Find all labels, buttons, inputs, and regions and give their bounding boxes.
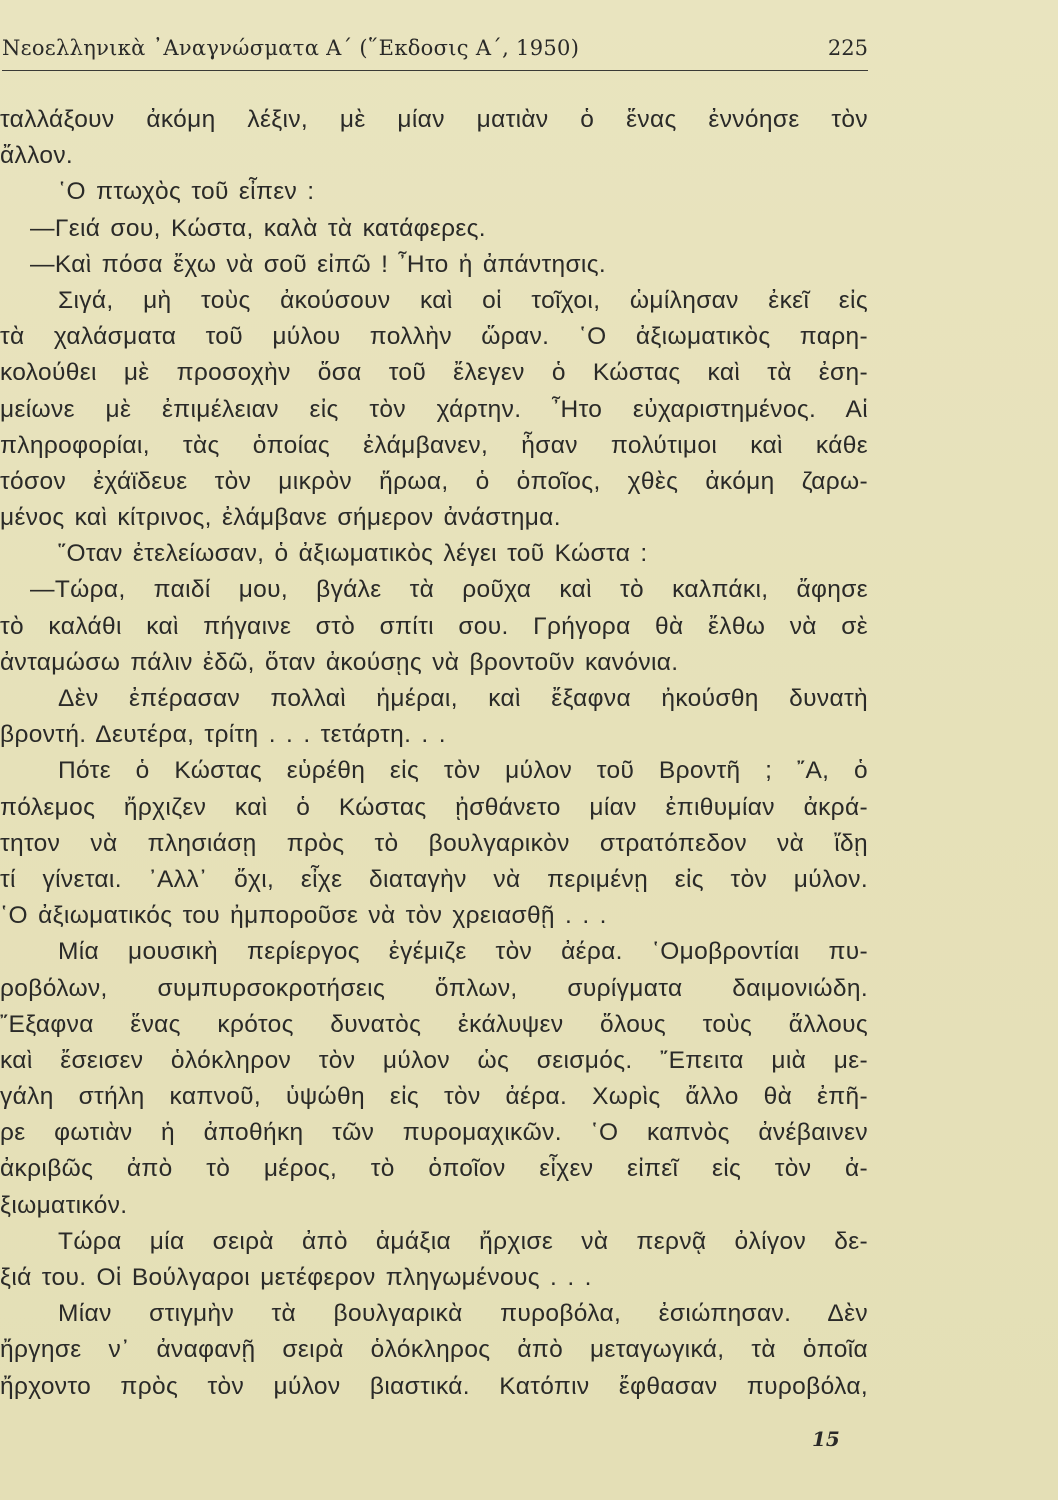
- text-line: ῎Εξαφνα ἕνας κρότος δυνατὸς ἐκάλυψεν ὅλους τοὺς ἄλλους: [0, 1010, 868, 1038]
- text-line: ταλλάξουν ἀκόμη λέξιν, μὲ μίαν ματιὰν ὁ ἕνας ἐννόησε τὸν: [0, 106, 868, 133]
- text-line: Μία μουσικὴ περίεργος ἐγέμιζε τὸν ἀέρα. ῾Ομοβροντίαι πυ-: [58, 938, 868, 966]
- text-line: ῞Οταν ἐτελείωσαν, ὁ ἀξιωματικὸς λέγει τοῦ Κώστα :: [58, 540, 648, 568]
- text-line: ρε φωτιὰν ἡ ἀποθήκη τῶν πυρομαχικῶν. ῾Ο καπνὸς ἀνέβαινεν: [0, 1119, 868, 1147]
- text-line: ἀκριβῶς ἀπὸ τὸ μέρος, τὸ ὁποῖον εἶχεν εἰπεῖ εἰς τὸν ἀ-: [0, 1155, 868, 1183]
- text-line: γάλη στήλη καπνοῦ, ὑψώθη εἰς τὸν ἀέρα. Χωρὶς ἄλλο θὰ ἐπῆ-: [0, 1083, 868, 1111]
- text-line: βροντή. Δευτέρα, τρίτη . . . τετάρτη. . .: [0, 721, 446, 749]
- text-line: ἀνταμώσω πάλιν ἐδῶ, ὅταν ἀκούσῃς νὰ βροντοῦν κανόνια.: [0, 648, 679, 676]
- text-line: καὶ ἔσεισεν ὁλόκληρον τὸν μύλον ὡς σεισμός. ῎Επειτα μιὰ με-: [0, 1046, 868, 1074]
- text-line: ξιά του. Οἱ Βούλγαροι μετέφερον πληγωμένους . . .: [0, 1264, 592, 1291]
- text-line: ῾Ο πτωχὸς τοῦ εἶπεν :: [58, 178, 315, 206]
- text-line: τητον νὰ πλησιάσῃ πρὸς τὸ βουλγαρικὸν στρατόπεδον νὰ ἴδῃ: [0, 829, 868, 857]
- text-line: μείωνε μὲ ἐπιμέλειαν εἰς τὸν χάρτην. ῏Ητο εὐχαριστημένος. Αἱ: [0, 395, 868, 423]
- text-line: —Καὶ πόσα ἔχω νὰ σοῦ εἰπῶ ! ῏Ητο ἡ ἀπάντησις.: [30, 250, 607, 278]
- text-line: τόσον ἐχάϊδευε τὸν μικρὸν ἥρωα, ὁ ὁποῖος, χθὲς ἀκόμη ζαρω-: [0, 467, 868, 495]
- text-line: κολούθει μὲ προσοχὴν ὅσα τοῦ ἔλεγεν ὁ Κώστας καὶ τὰ ἐση-: [0, 359, 868, 387]
- body-text: [0, 102, 870, 1405]
- text-line: —Γειά σου, Κώστα, καλὰ τὰ κατάφερες.: [30, 214, 486, 242]
- running-title: Νεοελληνικὰ ᾿Αναγνώσματα Α΄ (῞Εκδοσις Α΄, 1950): [2, 36, 580, 60]
- text-line: ἤργησε ν᾿ ἀναφανῇ σειρὰ ὁλόκληρος ἀπὸ μεταγωγικά, τὰ ὁποῖα: [0, 1336, 868, 1364]
- text-line: Μίαν στιγμὴν τὰ βουλγαρικὰ πυροβόλα, ἐσιώπησαν. Δὲν: [58, 1300, 868, 1328]
- text-line: ἄλλον.: [0, 142, 74, 170]
- signature-number: 15: [812, 1427, 840, 1451]
- text-line: Σιγά, μὴ τοὺς ἀκούσουν καὶ οἱ τοῖχοι, ὡμίλησαν ἐκεῖ εἰς: [58, 286, 868, 314]
- text-line: —Τώρα, παιδί μου, βγάλε τὰ ροῦχα καὶ τὸ καλπάκι, ἄφησε: [30, 576, 868, 604]
- text-line: Πότε ὁ Κώστας εὑρέθη εἰς τὸν μύλον τοῦ Βροντῆ ; ῎Α, ὁ: [58, 757, 868, 785]
- running-header: [2, 36, 868, 71]
- text-line: μένος καὶ κίτρινος, ἐλάμβανε σήμερον ἀνάστημα.: [0, 504, 561, 532]
- text-line: τὸ καλάθι καὶ πήγαινε στὸ σπίτι σου. Γρήγορα θὰ ἔλθω νὰ σὲ: [0, 612, 868, 640]
- text-line: τὰ χαλάσματα τοῦ μύλου πολλὴν ὥραν. ῾Ο ἀξιωματικὸς παρη-: [0, 323, 868, 351]
- text-line: Δὲν ἐπέρασαν πολλαὶ ἡμέραι, καὶ ἔξαφνα ἠκούσθη δυνατὴ: [58, 685, 868, 712]
- text-line: ροβόλων, συμπυρσοκροτήσεις ὅπλων, συρίγματα δαιμονιώδη.: [0, 974, 868, 1002]
- text-line: ἤρχοντο πρὸς τὸν μύλον βιαστικά. Κατόπιν ἔφθασαν πυροβόλα,: [0, 1372, 868, 1400]
- text-line: ξιωματικόν.: [0, 1191, 128, 1219]
- text-line: πληροφορίαι, τὰς ὁποίας ἐλάμβανεν, ἦσαν πολύτιμοι καὶ κάθε: [0, 431, 868, 459]
- page-number: 225: [827, 36, 868, 60]
- text-line: τί γίνεται. ᾿Αλλ᾿ ὄχι, εἶχε διαταγὴν νὰ περιμένῃ εἰς τὸν μύλον.: [0, 865, 868, 893]
- text-line: πόλεμος ἤρχιζεν καὶ ὁ Κώστας ᾐσθάνετο μίαν ἐπιθυμίαν ἀκρά-: [0, 793, 868, 821]
- text-line: Τώρα μία σειρὰ ἀπὸ ἁμάξια ἤρχισε νὰ περνᾷ ὀλίγον δε-: [58, 1227, 868, 1255]
- text-line: ῾Ο ἀξιωματικός του ἠμποροῦσε νὰ τὸν χρειασθῇ . . .: [0, 902, 607, 930]
